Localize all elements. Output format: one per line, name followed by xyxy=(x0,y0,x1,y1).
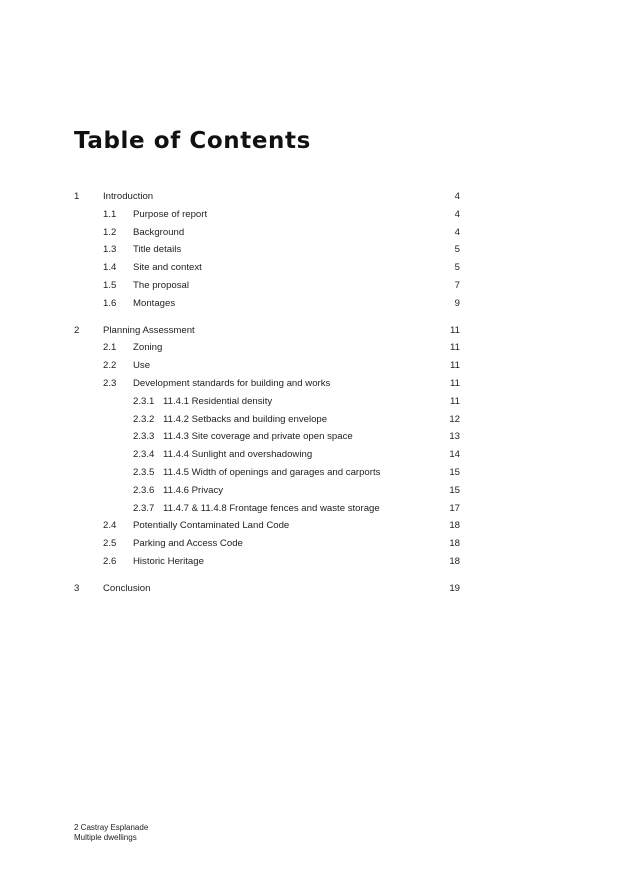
toc-entry[interactable] xyxy=(74,206,460,224)
toc-entry-page: 18 xyxy=(449,555,460,567)
table-of-contents xyxy=(74,188,460,598)
footer-description: Multiple dwellings xyxy=(74,833,137,842)
toc-entry[interactable] xyxy=(74,224,460,242)
toc-entry-title: Use xyxy=(133,360,151,372)
toc-entry[interactable] xyxy=(74,188,460,206)
toc-entry[interactable] xyxy=(74,580,460,598)
toc-entry-title: 11.4.3 Site coverage and private open space xyxy=(163,431,353,443)
footer-address: 2 Castray Esplanade xyxy=(74,823,149,832)
toc-entry[interactable] xyxy=(74,553,460,571)
page-footer xyxy=(74,823,148,843)
toc-entry-title: Purpose of report xyxy=(133,208,208,220)
toc-entry-title: Historic Heritage xyxy=(133,555,204,567)
toc-entry-page: 11 xyxy=(450,342,460,354)
toc-entry-title: 11.4.5 Width of openings and garages and carports xyxy=(163,466,381,478)
toc-entry-page: 15 xyxy=(449,466,460,478)
toc-entry[interactable] xyxy=(74,482,460,500)
toc-entry-number: 1.6 xyxy=(103,297,117,309)
toc-entry-title: 11.4.4 Sunlight and overshadowing xyxy=(163,449,313,461)
toc-entry-page: 11 xyxy=(450,324,460,336)
toc-entry-title: Site and context xyxy=(133,262,202,274)
toc-entry-page: 11 xyxy=(450,360,460,372)
toc-entry[interactable] xyxy=(74,517,460,535)
toc-entry-page: 11 xyxy=(450,377,460,389)
toc-entry[interactable] xyxy=(74,241,460,259)
toc-entry-number: 2.3.2 xyxy=(133,413,155,425)
toc-entry-page: 9 xyxy=(454,297,460,309)
toc-entry-title: Montages xyxy=(133,297,176,309)
toc-entry-title: Title details xyxy=(133,244,182,256)
toc-entry[interactable] xyxy=(74,277,460,295)
toc-entry-number: 2.1 xyxy=(103,342,117,354)
toc-entry[interactable] xyxy=(74,393,460,411)
toc-entry[interactable] xyxy=(74,295,460,313)
toc-entry[interactable] xyxy=(74,375,460,393)
toc-entry[interactable] xyxy=(74,259,460,277)
toc-entry-number: 2.2 xyxy=(103,360,117,372)
toc-entry-title: Potentially Contaminated Land Code xyxy=(133,520,290,532)
toc-entry-number: 2.4 xyxy=(103,520,117,532)
toc-entry-number: 1.4 xyxy=(103,262,117,274)
toc-entry[interactable] xyxy=(74,464,460,482)
toc-entry-page: 19 xyxy=(449,582,460,594)
toc-entry-page: 12 xyxy=(449,413,460,425)
toc-entry-page: 7 xyxy=(454,279,460,291)
toc-entry-number: 2.5 xyxy=(103,538,117,550)
toc-entry-title: Development standards for building and works xyxy=(133,377,331,389)
toc-entry[interactable] xyxy=(74,500,460,518)
toc-entry-page: 4 xyxy=(454,208,460,220)
toc-entry-title: Planning Assessment xyxy=(103,324,195,336)
toc-entry-title: Introduction xyxy=(103,191,154,202)
toc-entry-page: 17 xyxy=(449,502,460,514)
toc-entry-page: 5 xyxy=(454,262,460,274)
toc-entry-number: 3 xyxy=(74,582,80,594)
toc-entry-title: 11.4.7 & 11.4.8 Frontage fences and waste storage xyxy=(163,502,380,514)
toc-entry-number: 2.3.3 xyxy=(133,431,155,443)
toc-entry-title: The proposal xyxy=(133,279,189,291)
toc-entry-number: 1.5 xyxy=(103,279,117,291)
toc-entry-number: 1.3 xyxy=(103,244,117,256)
toc-entry-number: 2.3.5 xyxy=(133,466,155,478)
toc-entry[interactable] xyxy=(74,357,460,375)
page-title: Table of Contents xyxy=(74,128,311,154)
toc-entry-title: 11.4.1 Residential density xyxy=(163,395,273,407)
toc-entry-number: 2.6 xyxy=(103,555,117,567)
toc-entry[interactable] xyxy=(74,411,460,429)
toc-entry-number: 1 xyxy=(74,191,80,202)
toc-entry-page: 4 xyxy=(454,191,460,202)
toc-entry-number: 2.3.4 xyxy=(133,449,155,461)
toc-entry[interactable] xyxy=(74,322,460,340)
toc-entry-title: Background xyxy=(133,226,185,238)
toc-entry-number: 1.1 xyxy=(103,208,117,220)
toc-entry-page: 5 xyxy=(454,244,460,256)
toc-entry-page: 11 xyxy=(450,395,460,407)
toc-entry-title: 11.4.6 Privacy xyxy=(163,484,224,496)
toc-entry-number: 2.3.7 xyxy=(133,502,155,514)
toc-entry[interactable] xyxy=(74,428,460,446)
toc-entry-page: 18 xyxy=(449,520,460,532)
toc-entry-title: Zoning xyxy=(133,342,163,354)
toc-entry-page: 4 xyxy=(454,226,460,238)
toc-entry-number: 2.3.1 xyxy=(133,395,155,407)
toc-entry-number: 2.3.6 xyxy=(133,484,155,496)
toc-entry-number: 1.2 xyxy=(103,226,117,238)
toc-entry-page: 13 xyxy=(449,431,460,443)
toc-entry-title: Conclusion xyxy=(103,582,151,594)
toc-entry-page: 15 xyxy=(449,484,460,496)
toc-entry[interactable] xyxy=(74,446,460,464)
toc-entry-number: 2.3 xyxy=(103,377,117,389)
toc-entry[interactable] xyxy=(74,535,460,553)
toc-entry[interactable] xyxy=(74,339,460,357)
toc-entry-page: 14 xyxy=(449,449,460,461)
toc-entry-page: 18 xyxy=(449,538,460,550)
toc-entry-number: 2 xyxy=(74,324,80,336)
toc-entry-title: 11.4.2 Setbacks and building envelope xyxy=(163,413,328,425)
toc-entry-title: Parking and Access Code xyxy=(133,538,243,550)
